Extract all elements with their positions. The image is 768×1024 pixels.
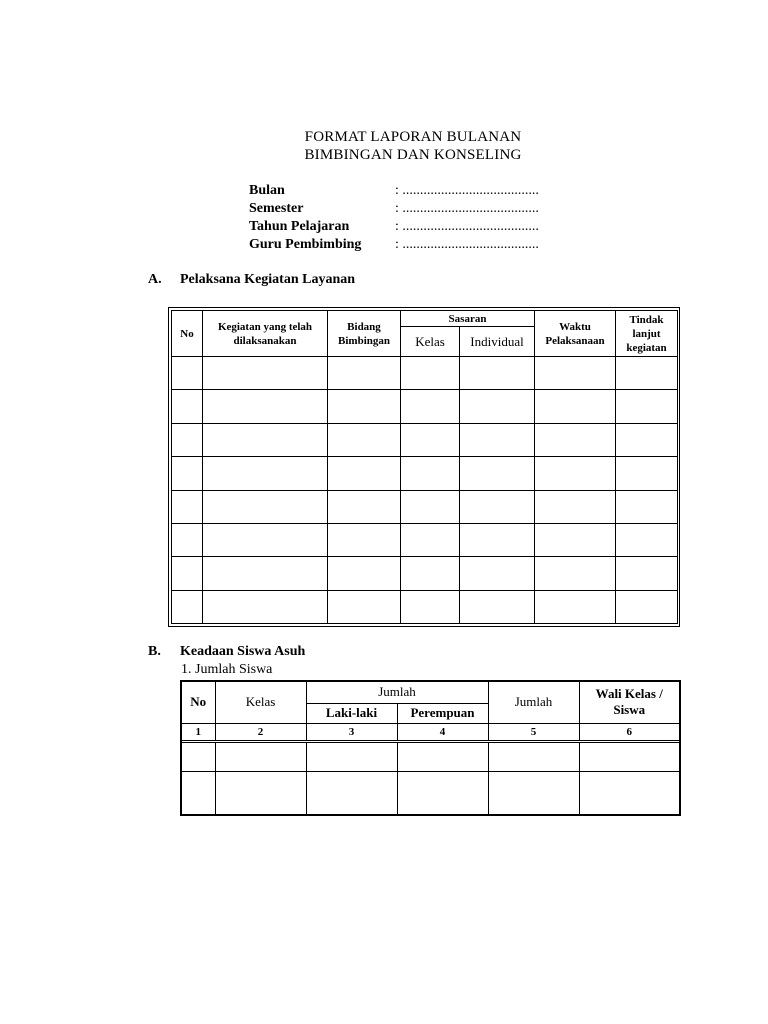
section-a-heading — [148, 272, 355, 288]
table-cell[interactable] — [460, 457, 535, 490]
table-cell[interactable] — [401, 357, 460, 390]
meta-row-guru-pembimbing — [249, 236, 539, 254]
section-letter: A. — [148, 272, 162, 287]
col-kelas-header: Kelas — [215, 681, 306, 723]
table-cell[interactable] — [535, 357, 616, 390]
table-cell[interactable] — [535, 423, 616, 456]
table-row — [172, 357, 678, 390]
meta-value: : ....................................... — [395, 183, 539, 198]
meta-label: Tahun Pelajaran — [249, 219, 350, 234]
document-title-line2: BIMBINGAN DAN KONSELING — [304, 147, 522, 163]
section-b-heading — [148, 644, 305, 660]
table-cell[interactable] — [460, 423, 535, 456]
col-wali-header: Wali Kelas / Siswa — [579, 681, 680, 723]
section-letter: B. — [148, 644, 161, 659]
layanan-table-frame — [168, 307, 680, 627]
table-cell[interactable] — [460, 390, 535, 423]
table-cell[interactable] — [203, 557, 328, 590]
table-row — [172, 423, 678, 456]
col-number: 2 — [215, 723, 306, 740]
table-cell[interactable] — [203, 390, 328, 423]
table-cell[interactable] — [535, 457, 616, 490]
table-cell[interactable] — [616, 590, 678, 623]
table-cell[interactable] — [616, 557, 678, 590]
table-cell[interactable] — [535, 490, 616, 523]
section-b-subtitle: 1. Jumlah Siswa — [181, 662, 273, 677]
table-cell[interactable] — [616, 357, 678, 390]
table-cell[interactable] — [397, 742, 488, 771]
col-no-header: No — [181, 681, 215, 723]
table-cell[interactable] — [401, 457, 460, 490]
table-cell[interactable] — [172, 523, 203, 556]
table-cell[interactable] — [460, 357, 535, 390]
col-perempuan-header: Perempuan — [397, 703, 488, 723]
table-cell[interactable] — [215, 771, 306, 815]
table-cell[interactable] — [328, 390, 401, 423]
col-kelas-header: Kelas — [401, 327, 460, 357]
table-cell[interactable] — [535, 557, 616, 590]
table-cell[interactable] — [535, 390, 616, 423]
table-cell[interactable] — [579, 771, 680, 815]
meta-row-tahun-pelajaran — [249, 218, 539, 236]
table-cell[interactable] — [401, 390, 460, 423]
col-number: 1 — [181, 723, 215, 740]
table-cell[interactable] — [328, 523, 401, 556]
table-row — [172, 590, 678, 623]
meta-label: Bulan — [249, 183, 285, 198]
table-cell[interactable] — [397, 771, 488, 815]
table-cell[interactable] — [203, 357, 328, 390]
table-row — [181, 771, 680, 815]
table-cell[interactable] — [328, 557, 401, 590]
col-individual-header: Individual — [460, 327, 535, 357]
col-waktu-header: Waktu Pelaksanaan — [535, 311, 616, 357]
table-row — [172, 490, 678, 523]
section-title: Pelaksana Kegiatan Layanan — [180, 272, 356, 287]
table-cell[interactable] — [306, 742, 397, 771]
col-number: 3 — [306, 723, 397, 740]
col-jumlah-header: Jumlah — [488, 681, 579, 723]
table-cell[interactable] — [181, 742, 215, 771]
col-tindak-header: Tindak lanjut kegiatan — [616, 311, 678, 357]
table-cell[interactable] — [203, 523, 328, 556]
table-cell[interactable] — [203, 457, 328, 490]
table-cell[interactable] — [328, 457, 401, 490]
table-cell[interactable] — [488, 742, 579, 771]
table-cell[interactable] — [203, 490, 328, 523]
table-cell[interactable] — [306, 771, 397, 815]
col-bidang-header: Bidang Bimbingan — [328, 311, 401, 357]
table-cell[interactable] — [535, 523, 616, 556]
col-no-header: No — [172, 311, 203, 357]
table-cell[interactable] — [460, 523, 535, 556]
meta-value: : ....................................... — [395, 237, 539, 252]
col-number: 5 — [488, 723, 579, 740]
table-cell[interactable] — [328, 423, 401, 456]
col-laki-header: Laki-laki — [306, 703, 397, 723]
table-cell[interactable] — [172, 457, 203, 490]
layanan-table-body — [172, 357, 678, 624]
table-cell[interactable] — [172, 490, 203, 523]
table-row — [172, 390, 678, 423]
table-cell[interactable] — [488, 771, 579, 815]
table-cell[interactable] — [328, 490, 401, 523]
table-cell[interactable] — [401, 557, 460, 590]
meta-label: Semester — [249, 201, 304, 216]
table-cell[interactable] — [460, 557, 535, 590]
meta-value: : ....................................... — [395, 219, 539, 234]
document-title-line1: FORMAT LAPORAN BULANAN — [304, 129, 522, 145]
layanan-table — [171, 310, 678, 624]
table-cell[interactable] — [328, 357, 401, 390]
table-cell[interactable] — [172, 557, 203, 590]
col-number: 6 — [579, 723, 680, 740]
table-cell[interactable] — [172, 357, 203, 390]
table-cell[interactable] — [616, 457, 678, 490]
table-cell[interactable] — [616, 523, 678, 556]
jumlah-siswa-table-frame — [180, 680, 679, 816]
table-cell[interactable] — [172, 390, 203, 423]
table-cell[interactable] — [203, 590, 328, 623]
table-cell[interactable] — [172, 590, 203, 623]
table-row — [172, 523, 678, 556]
table-cell[interactable] — [535, 590, 616, 623]
table-cell[interactable] — [401, 423, 460, 456]
col-jumlah-group-header: Jumlah — [306, 681, 488, 703]
meta-row-semester — [249, 200, 539, 218]
table-cell[interactable] — [616, 423, 678, 456]
table-cell[interactable] — [460, 590, 535, 623]
section-title: Keadaan Siswa Asuh — [180, 644, 306, 659]
meta-row-bulan — [249, 182, 539, 200]
table-row — [172, 457, 678, 490]
meta-value: : ....................................... — [395, 201, 539, 216]
col-number: 4 — [397, 723, 488, 740]
table-cell[interactable] — [172, 423, 203, 456]
table-cell[interactable] — [616, 390, 678, 423]
table-cell[interactable] — [401, 523, 460, 556]
table-cell[interactable] — [203, 423, 328, 456]
table-row — [172, 557, 678, 590]
jumlah-siswa-table — [180, 680, 681, 816]
report-meta — [249, 182, 539, 254]
table-cell[interactable] — [401, 490, 460, 523]
table-cell[interactable] — [616, 490, 678, 523]
table-cell[interactable] — [328, 590, 401, 623]
jumlah-siswa-table-body — [181, 740, 680, 815]
table-cell[interactable] — [579, 742, 680, 771]
col-kegiatan-header: Kegiatan yang telah dilaksanakan — [203, 311, 328, 357]
table-cell[interactable] — [215, 742, 306, 771]
col-sasaran-header: Sasaran — [401, 311, 535, 327]
table-cell[interactable] — [460, 490, 535, 523]
meta-label: Guru Pembimbing — [249, 237, 362, 252]
table-cell[interactable] — [181, 771, 215, 815]
table-cell[interactable] — [401, 590, 460, 623]
table-row — [181, 742, 680, 771]
